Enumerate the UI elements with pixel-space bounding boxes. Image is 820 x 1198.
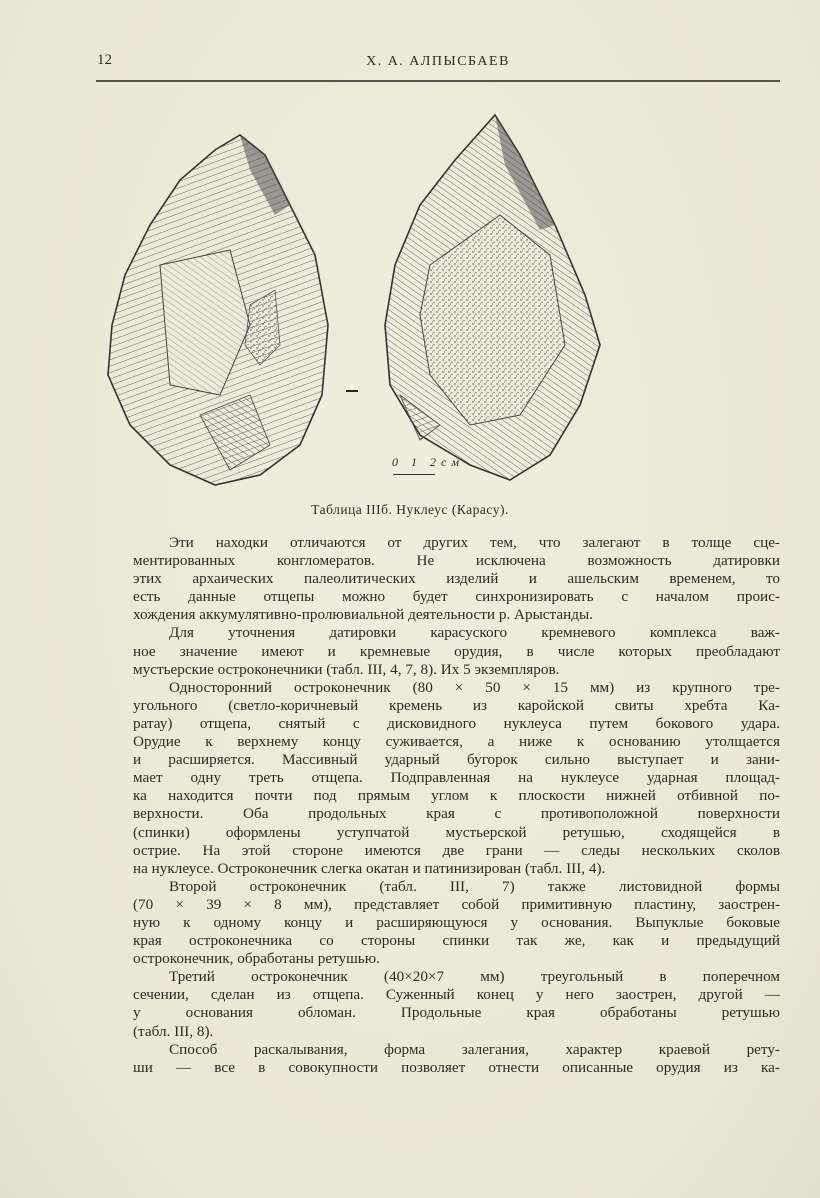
body-text	[97, 534, 780, 1077]
paragraph	[97, 1041, 780, 1077]
paragraph	[97, 679, 780, 878]
text-line: (табл. III, 8).	[133, 1022, 214, 1040]
text-line: ши — все в совокупности позволяет отнести описанные орудия из ка-	[133, 1058, 780, 1076]
view-separator-dash	[346, 390, 358, 392]
page-number: 12	[97, 52, 112, 68]
text-line: остроконечник, обработаны ретушью.	[133, 950, 380, 968]
text-line: ка находится почти под прямым углом к плоскости нижней отбивной по-	[133, 787, 780, 805]
text-line: и расширяется. Массивный ударный бугорок сильно выступает и зани-	[133, 751, 780, 769]
text-line: Для уточнения датировки карасуского кремневого комплекса важ-	[169, 624, 780, 642]
text-line: хождения аккумулятивно-пролювиальной деятельности р. Арыстанды.	[133, 606, 593, 624]
text-line: Орудие к верхнему концу суживается, а ниже к основанию утолщается	[133, 733, 780, 751]
running-title: Х. А. АЛПЫСБАЕВ	[366, 54, 510, 69]
paragraph	[97, 534, 780, 624]
text-line: Второй остроконечник (табл. III, 7) также листовидной формы	[169, 877, 780, 895]
figure-caption: Таблица IIIб. Нуклеус (Карасу).	[311, 502, 509, 517]
text-line: на нуклеусе. Остроконечник слегка окатан и патинизирован (табл. III, 4).	[133, 859, 606, 877]
text-line: сечении, сделан из отщепа. Суженный конец у него заострен, другой —	[133, 986, 780, 1004]
text-line: мает одну треть отщепа. Подправленная на нуклеусе ударная площад-	[133, 769, 780, 787]
text-line: верхности. Оба продольных края с противоположной поверхности	[133, 805, 780, 823]
text-line: Третий остроконечник (40×20×7 мм) треугольный в поперечном	[169, 968, 780, 986]
text-line: (спинки) оформлены уступчатой мустьерской ретушью, сходящейся в	[133, 823, 780, 841]
text-line: угольного (светло-коричневый кремень из каройской свиты хребта Ка-	[133, 696, 780, 714]
text-line: этих архаических палеолитических изделий и ашельским временем, то	[133, 570, 780, 588]
text-line: ную к одному концу и расширяющуюся у основания. Выпуклые боковые	[133, 913, 780, 931]
text-line: Способ раскалывания, форма залегания, характер краевой рету-	[169, 1040, 780, 1058]
paragraph	[97, 878, 780, 968]
paragraph	[97, 624, 780, 678]
text-line: острие. На этой стороне имеются две грани — следы нескольких сколов	[133, 841, 780, 859]
text-line: (70 × 39 × 8 мм), представляет собой примитивную пластину, заострен-	[133, 895, 780, 913]
text-line: есть данные отщепы можно будет синхронизировать с началом проис-	[133, 588, 780, 606]
text-line: ментированных конгломератов. Не исключена возможность датировки	[133, 552, 780, 570]
text-line: Односторонний остроконечник (80 × 50 × 15 мм) из крупного тре-	[169, 678, 780, 696]
page-header	[97, 52, 779, 78]
text-line: ное значение имеют и кремневые орудия, в числе которых преобладают	[133, 642, 780, 660]
paragraph	[97, 968, 780, 1040]
text-line: Эти находки отличаются от других тем, что залегают в толще сце-	[169, 534, 780, 551]
text-line: края остроконечника со стороны спинки так же, как и предыдущий	[133, 932, 780, 950]
text-line: ратау) отщепа, снятый с дисковидного нуклеуса путем бокового удара.	[133, 714, 780, 732]
scale-bar	[393, 474, 435, 475]
flint-drawings-icon	[100, 95, 740, 505]
scale-label: 0 1 2см	[392, 455, 464, 469]
header-rule	[96, 80, 780, 82]
text-line: мустьерские остроконечники (табл. III, 4, 7, 8). Их 5 экземпляров.	[133, 660, 560, 678]
nucleus-illustration	[100, 95, 740, 505]
text-line: у основания обломан. Продольные края обработаны ретушью	[133, 1004, 780, 1022]
